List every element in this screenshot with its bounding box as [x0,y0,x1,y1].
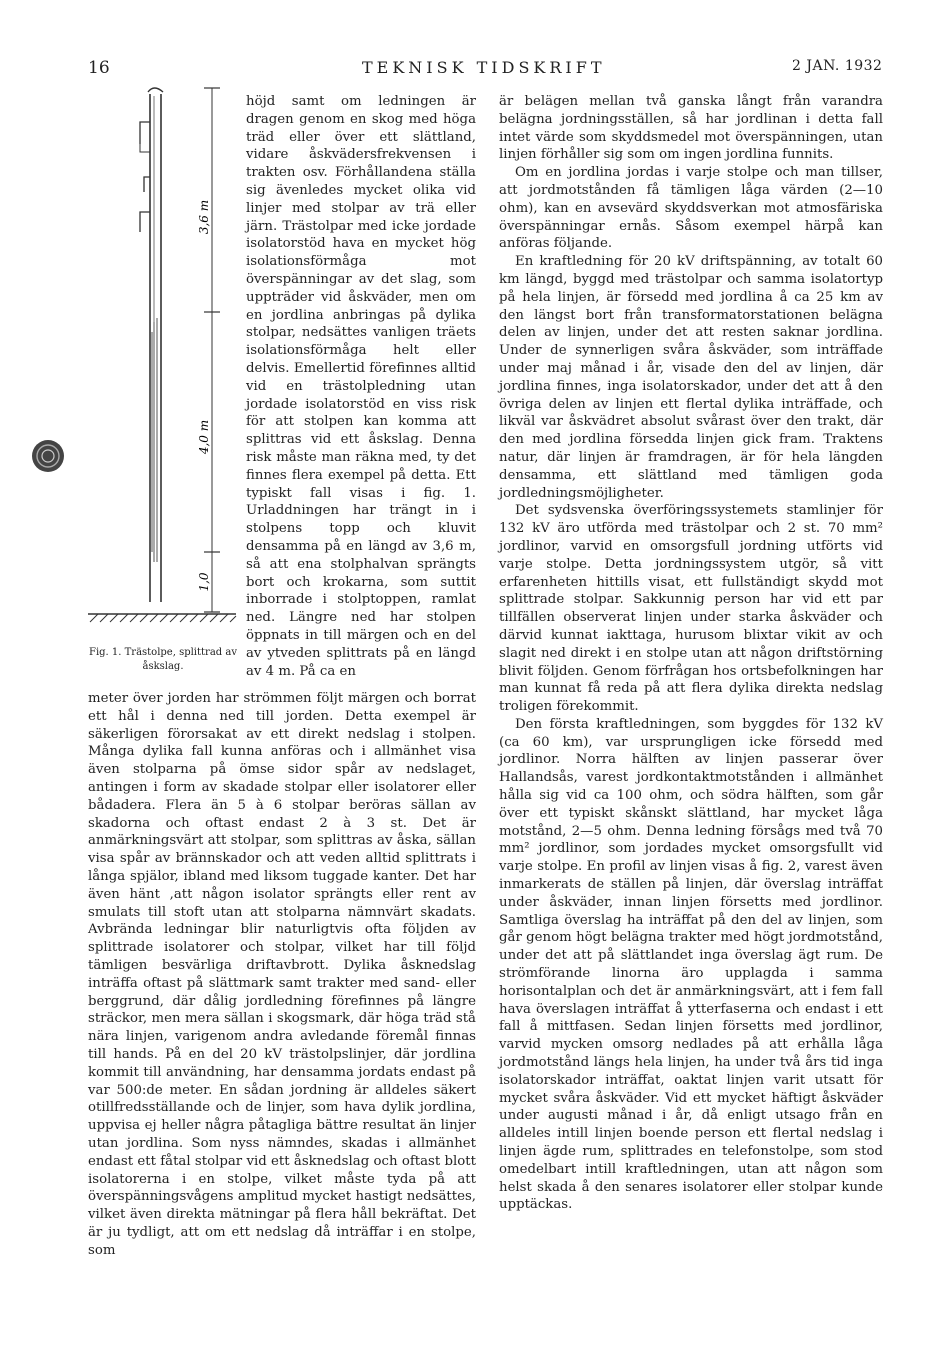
paragraph: meter över jorden har strömmen följt märgen och borrat ett hål i denna ned till jorden. Detta exempel är säkerligen förorsakat av ett direkt nedslag i stolpen. Många dylika fall kunna anföras och i allmänhet visa även stolparna på ömse sidor spår av nedslaget, antingen i form av skadade stolpar eller isolatorer eller bådadera. Flera än 5 à 6 stolpar beröras sällan av skadorna och oftast endast 2 à 3 st. Det är anmärkningsvärt att stolpar, som splittras av åska, sällan visa spår av brännskador och att veden alltid splittrats i långa spjälor, ibland med liksom tuggade kanter. Det har även hänt ,att någon isolator sprängts eller rent av smulats till stoft utan att stolparna nämnvärt skadats. Avbrända ledningar blir naturligtvis ofta följden av splittrade isolatorer och stolpar, vilket har till följd tämligen besvärliga driftavbrott. Dylika åsknedslag inträffa oftast på slättmark samt trakter med sand- eller berggrund, där dålig jordledning förefinnes på längre sträckor, men mera sällan i skogsmark, där höga träd stå nära linjen, varigenom andra avledande föremål finnas till hands. På en del 20 kV trästolpslinjer, där jordlina kommit till användning, har densamma jordats endast på var 500:de meter. En sådan jordning är alldeles säkert otillfredsställande och de linjer, som hava dylik jordlina, uppvisa ej heller några påtagliga bättre resultat än linjer utan jordlina. Som nyss nämndes, skadas i allmänhet endast ett fåtal stolpar vid ett åsknedslag och oftast blott isolatorerna i en stolpe, vilket måste tyda på att överspänningsvågens amplitud mycket hastigt nedsättes, vilket även direkta mätningar på flera håll bekräftat. Det är ju tydligt, att om ett nedslag då inträffar i en stolpe, som [88,691,476,1258]
figure-caption: Fig. 1. Trästolpe, splittrad av åskslag. [89,647,237,672]
text-column-lower-left [88,690,476,1260]
paragraph: Den första kraftledningen, som byggdes för 132 kV (ca 60 km), var ursprungligen icke försedd med jordlinor. Norra hälften av linjen passerar över Hallandsås, varest jordkontaktmotstånden i allmänhet hålla sig vid ca 100 ohm, och södra hälften, som går över ett typiskt skånskt slättland, har mycket låga motstånd, 2—5 ohm. Denna ledning försågs med två 70 mm² jordlinor, som jordades mycket omsorgsfullt vid varje stolpe. En profil av linjen visas å fig. 2, varest även inmarkerats de ställen på linjen, där överslag inträffat under åskväder, innan linjen försetts med jordlinor. Samtliga överslag ha inträffat på den del av linjen, som går genom högt belägna trakter med högt jordmotstånd, under det att på slättlandet inga överslag ägt rum. De strömförande linorna äro upplagda i samma horisontalplan och det är anmärkningsvärt, att i fem fall hava överslagen inträffat å ytterfaserna och endast i ett fall å mittfasen. Sedan linjen försetts med jordlinor, varvid mycken omsorg nedlades på att erhålla låga jordmotstånd längs hela linjen, ha under två års tid inga isolatorskador inträffat, oaktat linjen varit utsatt för mycket svåra åskväder. Vid ett mycket häftigt åskväder under augusti månad i år, då enligt utsago från en alldeles intill linjen boende person ett flertal nedslag i linjen ägde rum, splittrades en telefonstolpe, som stod omedelbart intill kraftledningen, utan att någon som helst skada å den senares isolatorer eller stolpar kunde upptäckas. [499,716,883,1213]
paragraph: Det sydsvenska överföringssystemets stamlinjer för 132 kV äro utförda med trästolpar och 2 st. 70 mm² jordlinor, varvid en omsorgsfull jordning utförts vid varje stolpe. Detta jordningssystem utgör, så vitt erfarenheten hittills visat, ett fullständigt skydd mot splittrade stolpar. Sakkunnig person har vid ett par tillfällen observerat linjen under starka åskväder och därvid kunnat iakttaga, hurusom blixtar vikit av och slagit ned direkt i en stolpe utan att någon driftstörning blivit följden. Genom förfrågan hos ortsbefolkningen har man kunnat få reda på att flera dylika direkta nedslag troligen förekommit. [499,503,883,715]
figure-1-pole-drawing [88,82,238,642]
journal-title: TEKNISK TIDSKRIFT [362,58,606,77]
pole-illustration [88,82,238,642]
text-column-upper-left [246,93,476,680]
dimension-label-3-6m: 3,6 m [197,199,211,235]
issue-date: 2 JAN. 1932 [792,58,883,74]
paragraph: höjd samt om ledningen är dragen genom en skog med höga träd eller över ett slättland, vidare åskvädersfrekvensen i trakten osv. Förhållandena ställa sig ävenledes mycket olika vid linjer med stolpar av trä eller järn. Trästolpar med icke jordade isolatorstöd hava en mycket hög isolationsförmåga mot överspänningar av det slag, som uppträder vid åskväder, men om en jordlina anbringas på dylika stolpar, nedsättes vanligen träets isolationsförmåga helt eller delvis. Emellertid förefinnes alltid vid en trästolpledning utan jordade isolatorstöd en viss risk för att stolpen kan komma att splittras vid ett åskslag. Denna risk måste man räkna med, ty det finnes flera exempel på detta. Ett typiskt fall visas i fig. 1. Urladdningen har trängt in i stolpens topp och kluvit densamma på en längd av 3,6 m, så att ena stolphalvan sprängts bort och krokarna, som suttit inborrade i stolptoppen, ramlat ned. Längre ned har stolpen öppnats in till märgen och en del av ytveden splittrats på en längd av 4 m. På ca en [246,94,476,679]
dimension-label-4-0m: 4,0 m [197,419,211,455]
page-header [0,58,936,82]
dimension-label-1-0: 1,0 [197,572,211,592]
page-number: 16 [88,58,110,78]
text-column-right [499,93,883,1214]
paragraph: Om en jordlina jordas i varje stolpe och man tillser, att jordmotstånden få tämligen låga värden (2—10 ohm), kan en avsevärd skyddsverkan mot atmosfäriska överspänningar ernås. Såsom exempel härpå kan anföras följande. [499,165,883,252]
punch-hole-mark-icon [30,438,66,474]
paragraph: är belägen mellan två ganska långt från varandra belägna jordningsställen, så har jordlinan i detta fall intet värde som skyddsmedel mot överspänningen, utan linjen förhåller sig som om ingen jordlina funnits. [499,94,883,163]
paragraph: En kraftledning för 20 kV driftspänning, av totalt 60 km längd, byggd med trästolpar och samma isolatortyp på hela linjen, är försedd med jordlina å ca 25 km av den längst bort från transformatorstationen belägna delen av linjen, under det att resten saknar jordlina. Under de synnerligen svåra åskväder, som inträffade under maj månad i år, visade den del av linjen, där jordlina finnes, inga isolatorskador, under det att å den övriga delen av linjen ett flertal dylika inträffade, och likväl var åskvädret absolut svårast över den trakt, där den med jordlina försedda linjen gick fram. Traktens natur, där linjen är framdragen, är för hela längden densamma, ett slättland med tämligen goda jordledningsmöjligheter. [499,254,883,501]
